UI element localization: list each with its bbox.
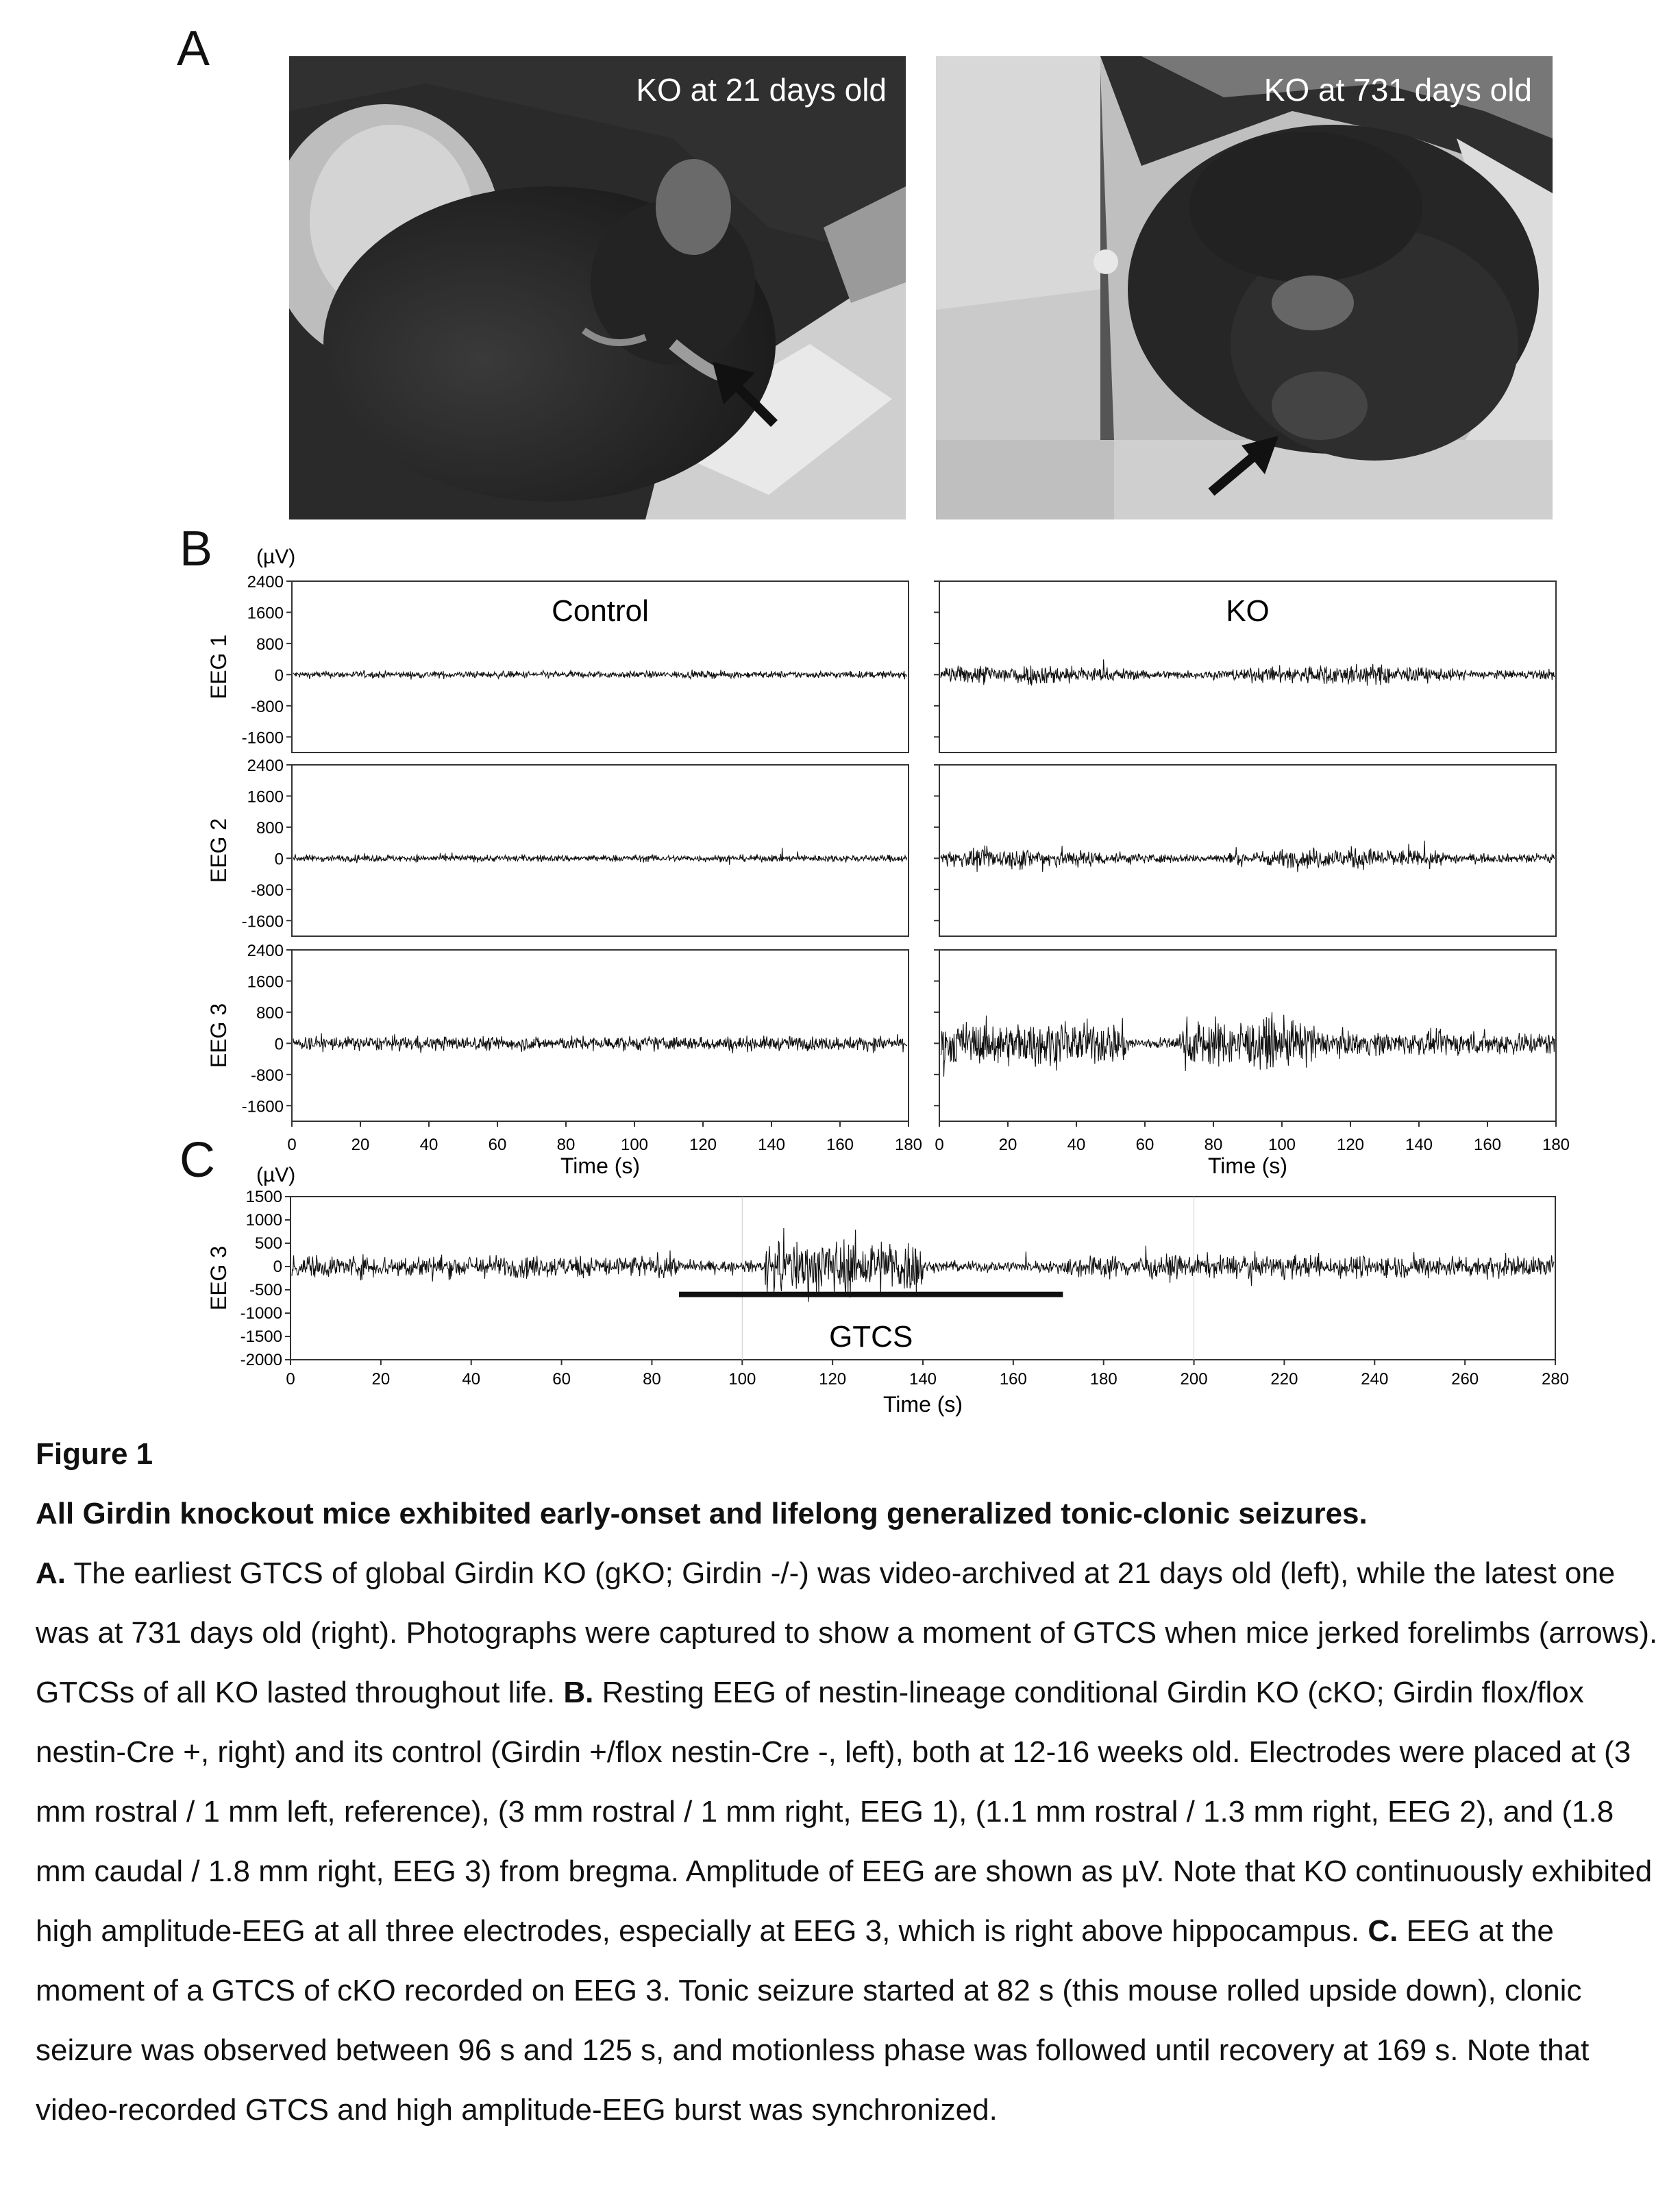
x-tick-label: 260: [1451, 1370, 1479, 1389]
y-axis-label: EEG 3: [206, 1245, 231, 1311]
y-tick-label: 800: [256, 635, 284, 654]
y-tick-label: 2400: [247, 757, 284, 775]
x-tick-label: 160: [999, 1370, 1027, 1389]
x-tick-label: 20: [351, 1136, 370, 1154]
x-tick-label: 80: [556, 1136, 576, 1154]
right-photo-title: KO at 731 days old: [1263, 72, 1532, 108]
x-tick-label: 40: [462, 1370, 481, 1389]
x-tick-label: 80: [643, 1370, 661, 1389]
unit-label: (µV): [256, 1164, 296, 1186]
x-tick-label: 0: [935, 1136, 944, 1154]
row-label: EEG 3: [206, 1003, 231, 1068]
x-tick-label: 200: [1180, 1370, 1208, 1389]
x-tick-label: 140: [1405, 1136, 1433, 1154]
x-tick-label: 100: [620, 1136, 649, 1154]
x-tick-label: 140: [757, 1136, 786, 1154]
y-tick-label: 800: [256, 1003, 284, 1023]
y-tick-label: 800: [256, 818, 284, 837]
eeg-trace: [293, 1034, 907, 1054]
left-photo-title: KO at 21 days old: [636, 72, 887, 108]
y-tick-label: 1600: [247, 604, 284, 623]
x-tick-label: 160: [1473, 1136, 1502, 1154]
y-tick-label: 1500: [245, 1188, 282, 1206]
plot-frame: [292, 950, 909, 1121]
y-tick-label: -800: [250, 881, 284, 900]
plot-frame: [292, 765, 909, 936]
eeg-trace: [941, 841, 1555, 872]
caption-b-text: Resting EEG of nestin-lineage conditional Girdin KO (cKO; Girdin flox/flox nestin-Cre +, right) and its control (Girdin +/flox nestin-Cre -, left), both at 12-16 weeks old. Electrodes were placed at (3 mm rostral / 1 mm left, reference), (3 mm rostral / 1 mm right, EEG 1), (1.1 mm rostral / 1.3 mm right, EEG 2), and (1.8 mm caudal / 1.8 mm right, EEG 3) from bregma. Amplitude of EEG are shown as µV. Note that KO continuously exhibited high amplitude-EEG at all three electrodes, especially at EEG 3, which is right above hippocampus.: [36, 1676, 1653, 1948]
panel-title: KO: [1226, 594, 1270, 628]
caption-a-label: A.: [36, 1556, 66, 1590]
y-tick-label: -1500: [240, 1328, 282, 1346]
x-axis-label: Time (s): [882, 1392, 963, 1417]
y-tick-label: -1000: [240, 1304, 282, 1323]
y-tick-label: 0: [274, 850, 284, 869]
x-tick-label: 180: [1089, 1370, 1117, 1389]
row-label: EEG 1: [206, 634, 231, 700]
eeg-trace: [292, 1228, 1554, 1302]
x-tick-label: 40: [1067, 1136, 1086, 1154]
x-tick-label: 120: [819, 1370, 847, 1389]
y-tick-label: 500: [254, 1234, 282, 1253]
figure-title: All Girdin knockout mice exhibited early-onset and lifelong generalized tonic-clonic seizures.: [36, 1497, 1368, 1530]
y-tick-label: -800: [250, 1066, 284, 1085]
y-tick-label: -800: [250, 697, 284, 716]
eeg-trace: [941, 1012, 1555, 1077]
caption-a-text: The earliest GTCS of global Girdin KO (gKO; Girdin -/-) was video-archived at 21 days old (left), while the latest one was at 731 days old (right). Photographs were captured to show a moment of GTCS when mice jerked forelimbs (arrows). GTCSs of all KO lasted throughout life.: [36, 1556, 1658, 1709]
y-tick-label: 2400: [247, 942, 284, 960]
y-tick-label: -1600: [241, 1097, 284, 1116]
y-tick-label: 0: [274, 1035, 284, 1054]
eeg-plot-0-1: [206, 757, 909, 936]
eeg-plot-1-2: [934, 950, 1570, 1178]
x-tick-label: 80: [1204, 1136, 1223, 1154]
x-tick-label: 20: [998, 1136, 1017, 1154]
caption-body: [36, 1543, 1659, 2140]
y-tick-label: 1000: [245, 1211, 282, 1230]
gtcs-label: GTCS: [829, 1319, 913, 1354]
x-tick-label: 280: [1541, 1370, 1570, 1389]
panel-a-label: A: [177, 21, 210, 76]
eeg-trace: [293, 848, 907, 865]
x-tick-label: 0: [287, 1136, 297, 1154]
eeg-plot-1-0: [934, 581, 1556, 753]
y-tick-label: 1600: [247, 973, 284, 992]
x-tick-label: 180: [894, 1136, 923, 1154]
y-tick-label: 1600: [247, 787, 284, 807]
x-tick-label: 220: [1270, 1370, 1298, 1389]
x-tick-label: 140: [909, 1370, 937, 1389]
unit-label: (µV): [256, 546, 296, 568]
eeg-plot-0-0: [206, 573, 909, 753]
panel-b-label: B: [180, 522, 213, 576]
eeg-trace: [941, 659, 1555, 685]
panel-c-label: C: [180, 1133, 215, 1188]
row-label: EEG 2: [206, 818, 231, 883]
panel-c-chart: [0, 1158, 1680, 1439]
x-tick-label: 120: [1336, 1136, 1365, 1154]
y-tick-label: -1600: [241, 729, 284, 748]
x-tick-label: 240: [1361, 1370, 1389, 1389]
panel-title: Control: [552, 594, 649, 628]
x-tick-label: 20: [371, 1370, 391, 1389]
x-tick-label: 120: [689, 1136, 717, 1154]
x-tick-label: 40: [419, 1136, 438, 1154]
x-tick-label: 60: [552, 1370, 571, 1389]
x-tick-label: 180: [1542, 1136, 1570, 1154]
eeg-plot-1-1: [934, 765, 1556, 936]
figure-label: Figure 1: [36, 1437, 153, 1471]
y-tick-label: -500: [249, 1281, 282, 1299]
x-tick-label: 100: [728, 1370, 756, 1389]
eeg-trace: [293, 670, 907, 679]
x-tick-label: 0: [286, 1370, 295, 1389]
caption-b-label: B.: [563, 1676, 594, 1709]
caption-c-label: C.: [1368, 1914, 1398, 1948]
plot-frame: [939, 765, 1556, 936]
x-tick-label: 60: [488, 1136, 507, 1154]
y-tick-label: -2000: [240, 1351, 282, 1369]
y-tick-label: 0: [274, 666, 284, 685]
eeg-plot-0-2: [206, 942, 922, 1178]
x-axis-label: Time (s): [1207, 1153, 1288, 1178]
x-tick-label: 100: [1268, 1136, 1296, 1154]
figure-caption: [36, 1424, 1659, 2140]
x-axis-label: Time (s): [560, 1153, 641, 1178]
y-tick-label: 2400: [247, 573, 284, 591]
y-tick-label: -1600: [241, 912, 284, 931]
y-tick-label: 0: [273, 1258, 282, 1276]
x-tick-label: 160: [826, 1136, 854, 1154]
caption-c-text: EEG at the moment of a GTCS of cKO recorded on EEG 3. Tonic seizure started at 82 s (this mouse rolled upside down), clonic seizure was observed between 96 s and 125 s, and motionless phase was followed until recovery at 169 s. Note that video-recorded GTCS and high amplitude-EEG burst was synchronized.: [36, 1914, 1590, 2127]
x-tick-label: 60: [1135, 1136, 1154, 1154]
